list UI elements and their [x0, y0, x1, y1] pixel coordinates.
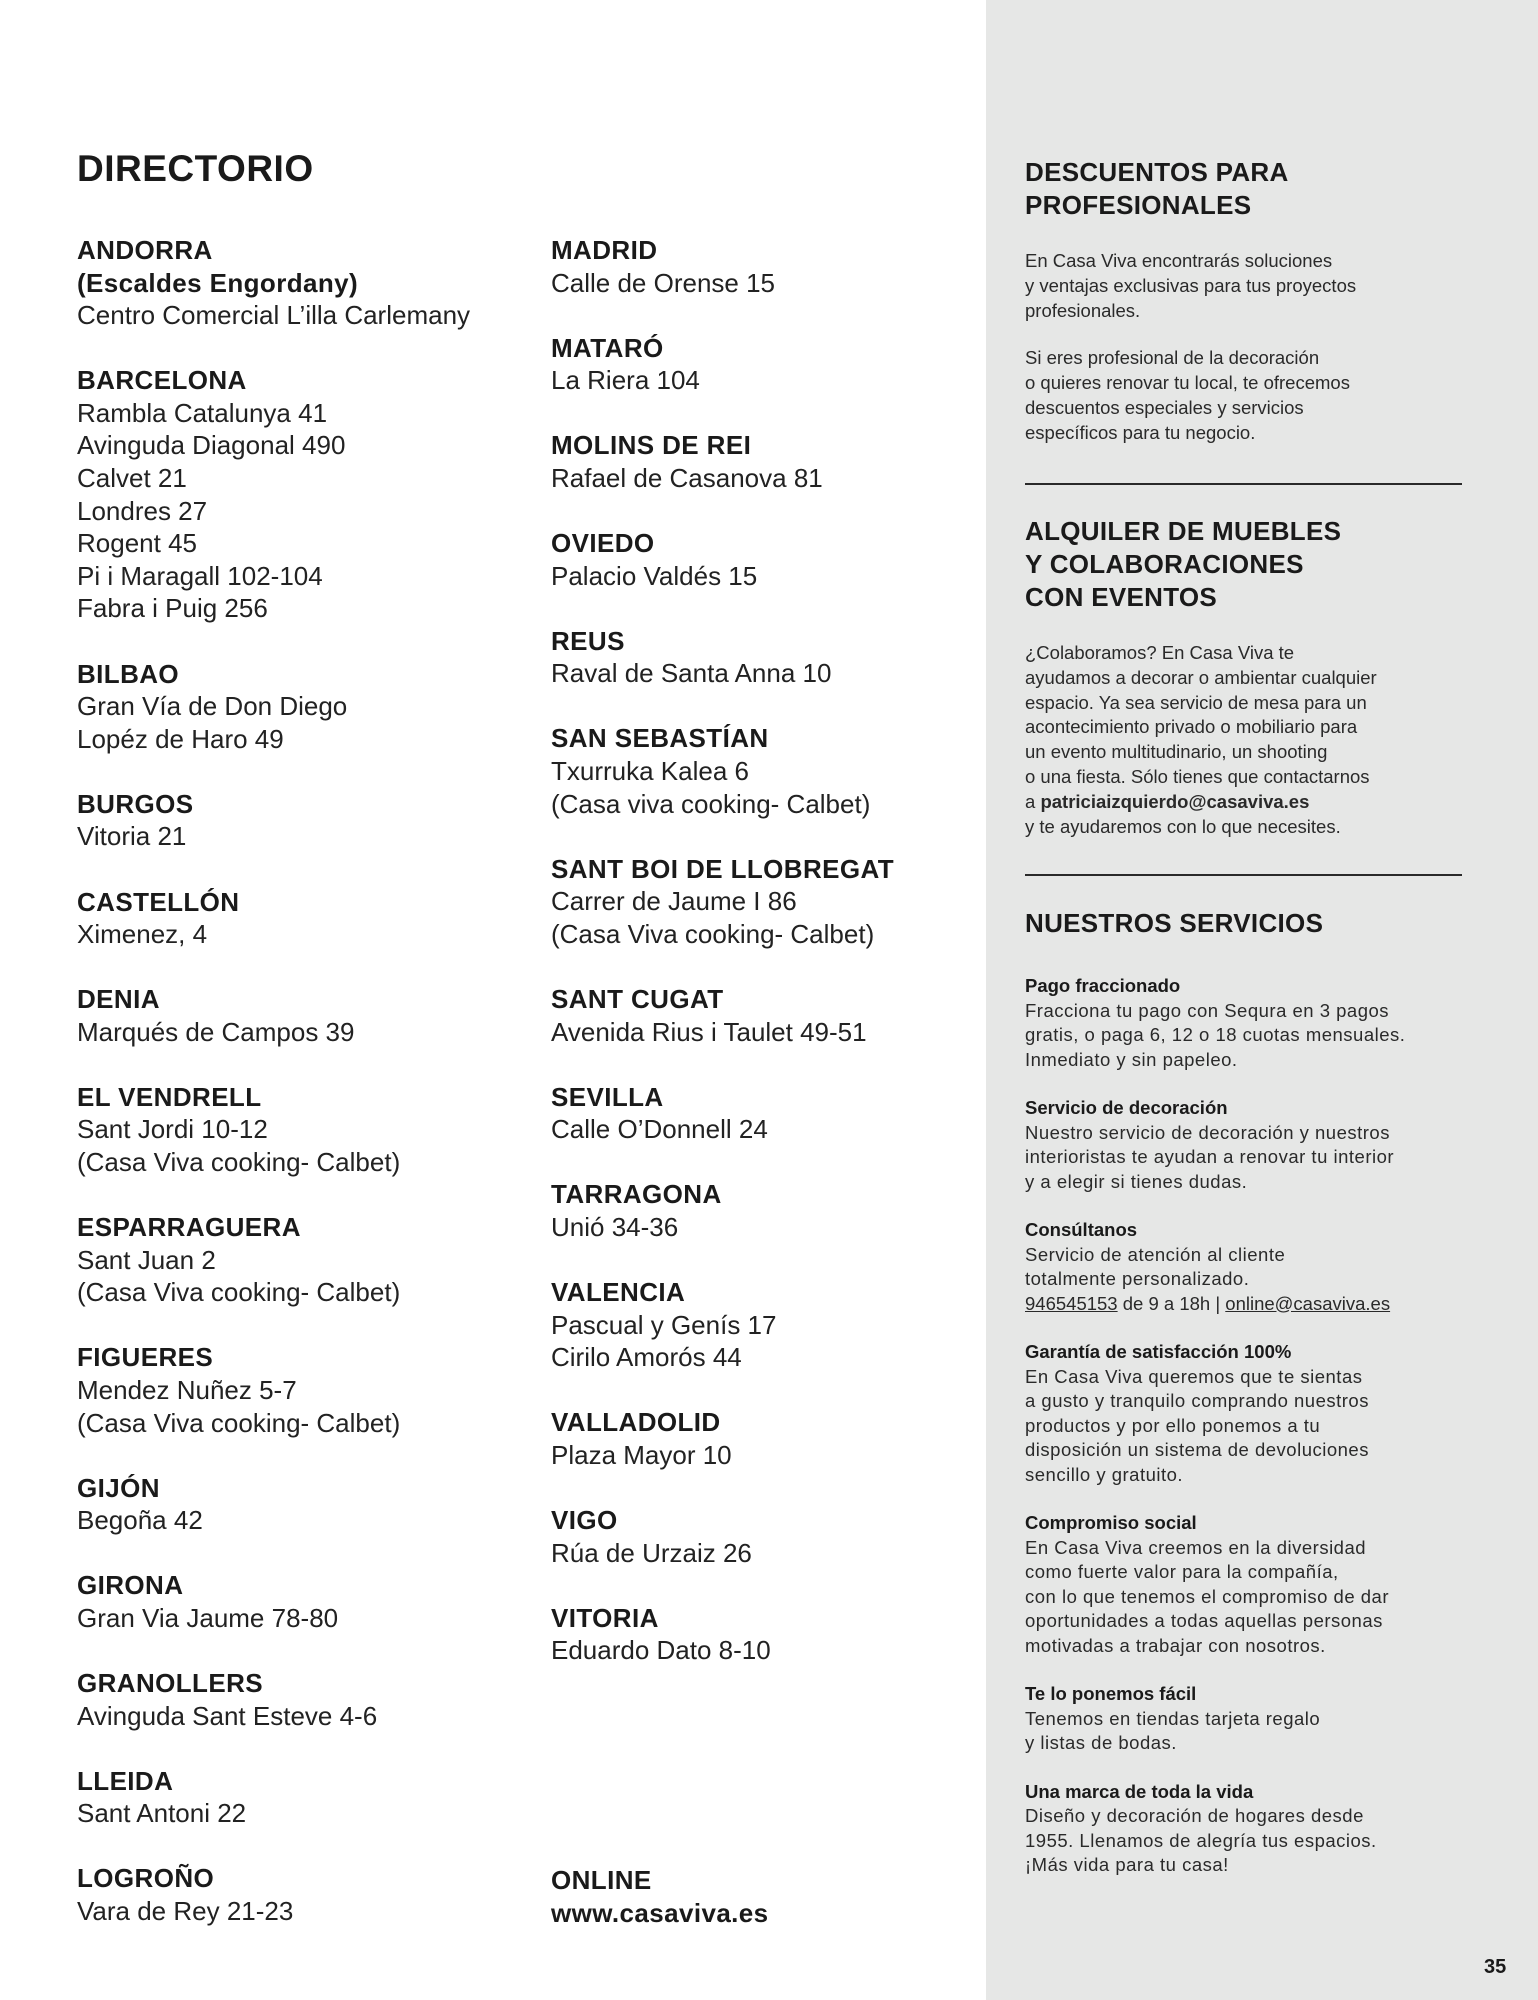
text-line: ¿Colaboramos? En Casa Viva te: [1025, 642, 1295, 663]
store-address: Palacio Valdés 15: [551, 560, 758, 591]
store-address: Sant Juan 2: [77, 1244, 216, 1275]
online-url-link[interactable]: www.casaviva.es: [551, 1897, 769, 1928]
store-entry: [77, 234, 517, 332]
text-line: ayudamos a decorar o ambientar cualquier: [1025, 666, 1377, 688]
store-entry: [77, 1081, 517, 1179]
service-text: totalmente personalizado.: [1025, 1268, 1250, 1289]
store-city: MATARÓ: [551, 332, 664, 363]
store-address: Rambla Catalunya 41: [77, 397, 328, 428]
store-area: (Escaldes Engordany): [77, 267, 359, 298]
service-text: Servicio de atención al cliente: [1025, 1243, 1286, 1265]
store-city: BURGOS: [77, 788, 194, 819]
store-city: BILBAO: [77, 658, 180, 689]
heading-line: DESCUENTOS PARA: [1025, 157, 1289, 187]
store-address: (Casa Viva cooking- Calbet): [77, 1277, 401, 1308]
store-address: Begoña 42: [77, 1505, 203, 1536]
hours-text: de 9 a 18h |: [1117, 1292, 1226, 1314]
store-address: Londres 27: [77, 495, 208, 526]
text-line: profesionales.: [1025, 299, 1141, 321]
store-city: SANT BOI DE LLOBREGAT: [551, 853, 895, 884]
store-address: (Casa Viva cooking- Calbet): [77, 1407, 401, 1438]
heading-line: ALQUILER DE MUEBLES: [1025, 516, 1342, 546]
store-address: (Casa viva cooking- Calbet): [551, 788, 871, 819]
store-address: Avinguda Sant Esteve 4-6: [77, 1700, 378, 1731]
contact-email-link[interactable]: patriciaizquierdo@casaviva.es: [1040, 790, 1310, 812]
text-line: o una fiesta. Sólo tienes que contactarnos: [1025, 765, 1370, 787]
store-address: Sant Antoni 22: [77, 1798, 247, 1829]
store-address: Fabra i Puig 256: [77, 593, 268, 624]
text-line: acontecimiento privado o mobiliario para: [1025, 716, 1358, 738]
store-entry: [551, 625, 971, 690]
store-address: Rafael de Casanova 81: [551, 462, 823, 493]
section-divider: [1025, 874, 1462, 876]
store-city: CASTELLÓN: [77, 886, 240, 917]
store-city: SAN SEBASTÍAN: [551, 723, 769, 754]
service-item: [1025, 1340, 1475, 1487]
store-address: Rúa de Urzaiz 26: [551, 1537, 752, 1568]
store-city: BARCELONA: [77, 365, 247, 396]
service-item: [1025, 974, 1475, 1072]
heading-line: CON EVENTOS: [1025, 582, 1218, 612]
services-list: [1025, 974, 1475, 1878]
service-text: Diseño y decoración de hogares desde: [1025, 1805, 1364, 1826]
store-address: La Riera 104: [551, 365, 700, 396]
store-entry: [551, 1178, 971, 1243]
store-address: Lopéz de Haro 49: [77, 723, 284, 754]
store-entry: [77, 364, 517, 625]
descuentos-paragraph-2: [1025, 346, 1475, 445]
service-title: Compromiso social: [1025, 1512, 1197, 1533]
online-email-link[interactable]: online@casaviva.es: [1225, 1292, 1391, 1314]
store-city: REUS: [551, 625, 625, 656]
store-city: FIGUERES: [77, 1342, 214, 1373]
servicios-section: [1025, 907, 1475, 1902]
store-city: TARRAGONA: [551, 1179, 722, 1210]
store-address: Avenida Rius i Taulet 49-51: [551, 1016, 867, 1047]
store-entry: [551, 234, 971, 299]
service-title: Servicio de decoración: [1025, 1097, 1228, 1118]
contact-line: [1025, 1292, 1475, 1317]
store-entry: [77, 886, 517, 951]
store-entry: [551, 1504, 971, 1569]
store-city: VIGO: [551, 1505, 618, 1536]
phone-link[interactable]: 946545153: [1025, 1292, 1118, 1314]
service-title: Una marca de toda la vida: [1025, 1780, 1254, 1802]
page-title: DIRECTORIO: [77, 148, 314, 189]
text-line: descuentos especiales y servicios: [1025, 396, 1304, 418]
service-item: [1025, 1780, 1475, 1878]
store-entry: [77, 788, 517, 853]
store-address: Sant Jordi 10-12: [77, 1114, 268, 1145]
store-city: GRANOLLERS: [77, 1668, 263, 1699]
store-column-1: [77, 234, 517, 1960]
service-title: Te lo ponemos fácil: [1025, 1683, 1197, 1704]
store-address: Marqués de Campos 39: [77, 1016, 355, 1047]
store-address: Txurruka Kalea 6: [551, 756, 749, 787]
store-city: GIJÓN: [77, 1472, 160, 1503]
store-entry: [77, 1569, 517, 1634]
store-city: ESPARRAGUERA: [77, 1212, 301, 1243]
store-address: Avinguda Diagonal 490: [77, 430, 346, 461]
section-divider: [1025, 483, 1462, 485]
store-entry: [551, 722, 971, 820]
store-city: LLEIDA: [77, 1765, 174, 1796]
store-city: EL VENDRELL: [77, 1081, 262, 1112]
store-entry: [551, 1276, 971, 1374]
store-city: MOLINS DE REI: [551, 430, 752, 461]
store-entry: [551, 1081, 971, 1146]
store-address: Centro Comercial L’illa Carlemany: [77, 300, 471, 331]
service-text: Tenemos en tiendas tarjeta regalo: [1025, 1707, 1321, 1729]
store-address: (Casa Viva cooking- Calbet): [551, 918, 875, 949]
service-title: Consúltanos: [1025, 1219, 1138, 1240]
store-city: VALENCIA: [551, 1277, 686, 1308]
store-address: Eduardo Dato 8-10: [551, 1635, 771, 1666]
store-address: Rogent 45: [77, 528, 197, 559]
service-text: 1955. Llenamos de alegría tus espacios.: [1025, 1829, 1377, 1851]
store-entry: [77, 1667, 517, 1732]
store-address: Plaza Mayor 10: [551, 1439, 732, 1470]
store-entry: [551, 527, 971, 592]
store-city: LOGROÑO: [77, 1863, 215, 1894]
service-title: Garantía de satisfacción 100%: [1025, 1341, 1292, 1362]
text-line: y ventajas exclusivas para tus proyectos: [1025, 274, 1357, 296]
store-city: ANDORRA: [77, 235, 213, 265]
store-entry: [77, 1341, 517, 1439]
store-address: Unió 34-36: [551, 1211, 679, 1242]
store-address: Gran Vía de Don Diego: [77, 691, 348, 722]
store-address: Raval de Santa Anna 10: [551, 658, 832, 689]
alquiler-heading: [1025, 515, 1475, 614]
store-address: Ximenez, 4: [77, 919, 208, 950]
service-text: interioristas te ayudan a renovar tu interior: [1025, 1146, 1395, 1167]
store-column-2: [551, 234, 971, 1699]
service-text: a gusto y tranquilo comprando nuestros: [1025, 1390, 1369, 1411]
online-store: [551, 1864, 769, 1929]
service-text: disposición un sistema de devoluciones: [1025, 1439, 1369, 1460]
store-city: DENIA: [77, 984, 160, 1015]
store-address: Cirilo Amorós 44: [551, 1342, 742, 1373]
store-city: VALLADOLID: [551, 1407, 721, 1438]
descuentos-section: [1025, 156, 1475, 446]
store-entry: [551, 429, 971, 494]
service-text: motivadas a trabajar con nosotros.: [1025, 1634, 1326, 1656]
store-address: Mendez Nuñez 5-7: [77, 1375, 297, 1406]
store-city: MADRID: [551, 235, 658, 265]
service-title: Pago fraccionado: [1025, 975, 1181, 996]
service-text: Fracciona tu pago con Sequra en 3 pagos: [1025, 999, 1390, 1021]
text-line: un evento multitudinario, un shooting: [1025, 741, 1328, 763]
heading-line: PROFESIONALES: [1025, 190, 1252, 220]
store-address: (Casa Viva cooking- Calbet): [77, 1147, 401, 1178]
service-text: sencillo y gratuito.: [1025, 1463, 1184, 1485]
text-line: o quieres renovar tu local, te ofrecemos: [1025, 372, 1350, 394]
store-address: Carrer de Jaume I 86: [551, 886, 797, 917]
store-address: Vara de Rey 21-23: [77, 1896, 294, 1927]
page-number: 35: [1484, 1956, 1507, 1978]
descuentos-heading: [1025, 156, 1475, 222]
service-text: como fuerte valor para la compañía,: [1025, 1561, 1339, 1582]
text-line: espacio. Ya sea servicio de mesa para un: [1025, 691, 1367, 713]
store-entry: [77, 1765, 517, 1830]
service-item: [1025, 1511, 1475, 1658]
store-address: Calvet 21: [77, 463, 187, 494]
store-entry: [77, 1472, 517, 1537]
service-text: productos y por ello ponemos a tu: [1025, 1414, 1321, 1436]
service-text: Inmediato y sin papeleo.: [1025, 1048, 1238, 1070]
heading-line: Y COLABORACIONES: [1025, 549, 1304, 579]
service-text: y listas de bodas.: [1025, 1732, 1177, 1753]
store-address: Pascual y Genís 17: [551, 1309, 777, 1340]
text-line: y te ayudaremos con lo que necesites.: [1025, 815, 1341, 837]
store-address: Vitoria 21: [77, 821, 187, 852]
store-address: Gran Via Jaume 78-80: [77, 1603, 339, 1633]
service-item: [1025, 1682, 1475, 1756]
text-line: Si eres profesional de la decoración: [1025, 347, 1320, 369]
store-city: SANT CUGAT: [551, 984, 724, 1014]
store-entry: [551, 1406, 971, 1471]
service-item: [1025, 1218, 1475, 1316]
store-city: VITORIA: [551, 1602, 659, 1633]
service-text: gratis, o paga 6, 12 o 18 cuotas mensuales.: [1025, 1024, 1406, 1045]
service-text: ¡Más vida para tu casa!: [1025, 1854, 1229, 1875]
store-entry: [77, 658, 517, 756]
text-line: En Casa Viva encontrarás soluciones: [1025, 250, 1333, 271]
email-line: [1025, 790, 1475, 815]
email-prefix: a: [1025, 790, 1041, 812]
service-text: En Casa Viva queremos que te sientas: [1025, 1365, 1363, 1387]
service-text: oportunidades a todas aquellas personas: [1025, 1610, 1383, 1631]
alquiler-paragraph: [1025, 641, 1475, 839]
store-city: OVIEDO: [551, 528, 655, 559]
service-text: con lo que tenemos el compromiso de dar: [1025, 1585, 1389, 1607]
store-entry: [77, 983, 517, 1048]
text-line: específicos para tu negocio.: [1025, 421, 1256, 443]
store-entry: [551, 983, 971, 1048]
store-entry: [551, 332, 971, 397]
online-label: ONLINE: [551, 1865, 652, 1895]
store-city: SEVILLA: [551, 1081, 664, 1112]
service-text: y a elegir si tienes dudas.: [1025, 1170, 1248, 1192]
descuentos-paragraph-1: [1025, 249, 1475, 323]
service-text: En Casa Viva creemos en la diversidad: [1025, 1536, 1367, 1558]
alquiler-section: [1025, 515, 1475, 839]
store-entry: [77, 1211, 517, 1309]
store-address: Calle O’Donnell 24: [551, 1114, 768, 1145]
store-entry: [77, 1862, 517, 1927]
store-address: Calle de Orense 15: [551, 267, 776, 298]
service-item: [1025, 1096, 1475, 1194]
service-text: Nuestro servicio de decoración y nuestros: [1025, 1121, 1390, 1143]
store-city: GIRONA: [77, 1570, 184, 1601]
store-entry: [551, 853, 971, 951]
servicios-heading: NUESTROS SERVICIOS: [1025, 908, 1324, 938]
store-entry: [551, 1602, 971, 1667]
store-address: Pi i Maragall 102-104: [77, 560, 323, 591]
